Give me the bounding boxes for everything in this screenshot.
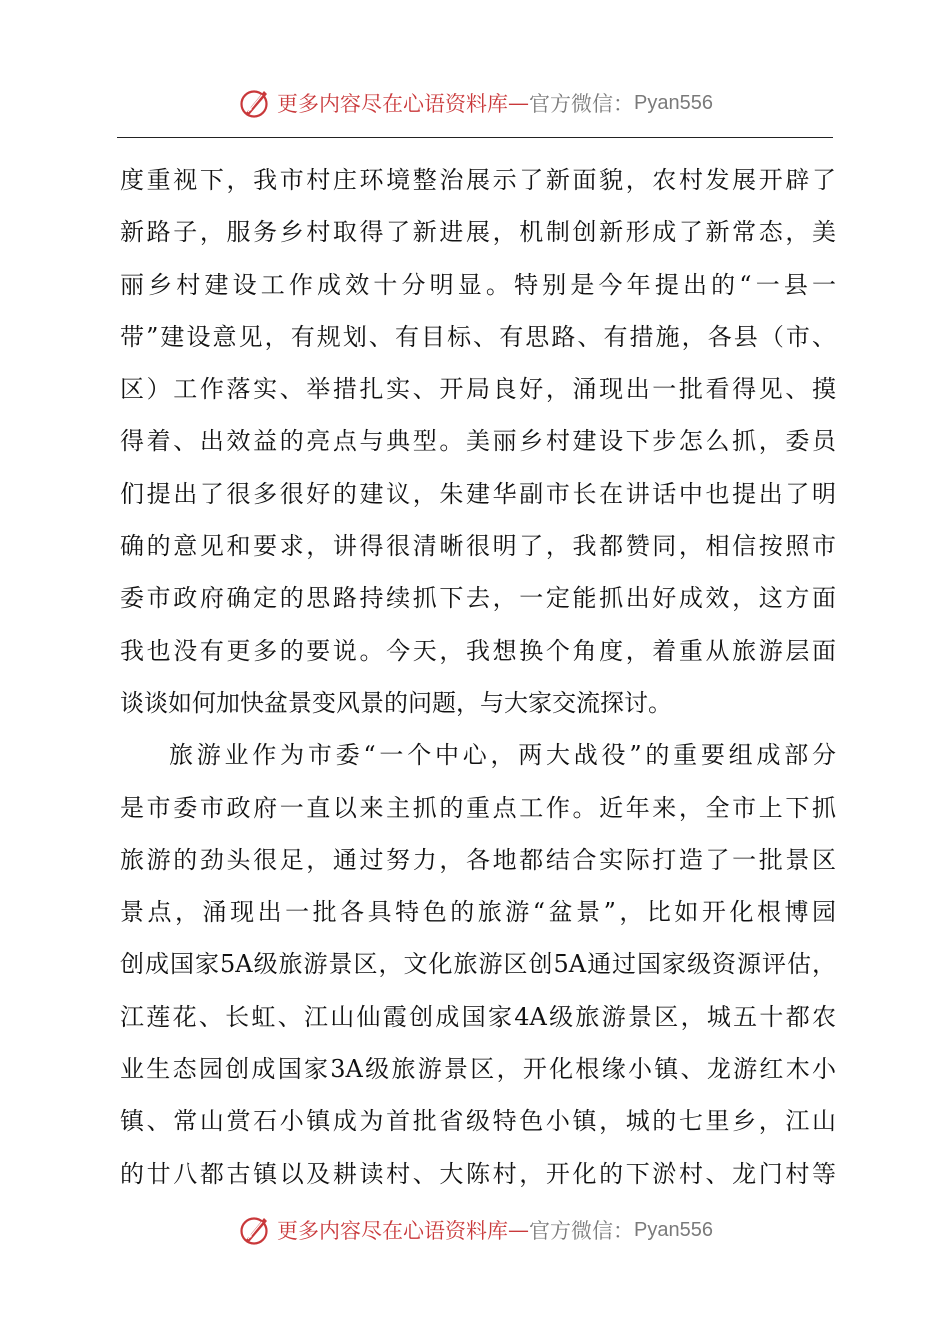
header-contact-id: Pyan556 bbox=[634, 91, 713, 114]
text-line: 度重视下，我市村庄环境整治展示了新面貌，农村发展开辟了 bbox=[120, 166, 836, 194]
text-line: 镇、常山赏石小镇成为首批省级特色小镇，城的七里乡，江山 bbox=[120, 1107, 836, 1136]
text-line: 委市政府确定的思路持续抓下去，一定能抓出好成效，这方面 bbox=[120, 584, 836, 613]
text-line: 我也没有更多的要说。今天，我想换个角度，着重从旅游层面 bbox=[120, 636, 836, 665]
text-line: 业生态园创成国家3A级旅游景区，开化根缘小镇、龙游红木小 bbox=[120, 1055, 836, 1084]
footer-contact-id: Pyan556 bbox=[634, 1218, 713, 1241]
text-line: 江莲花、长虹、江山仙霞创成国家4A级旅游景区，城五十都农 bbox=[120, 1002, 836, 1031]
header-divider bbox=[117, 137, 833, 138]
header-separator: — bbox=[508, 91, 530, 115]
header-banner[interactable] bbox=[0, 83, 950, 123]
header-site-name: 更多内容尽在心语资料库 bbox=[277, 92, 509, 116]
text-line: 景点，涌现出一批各具特色的旅游“盆景”，比如开化根博园 bbox=[120, 898, 836, 927]
text-line: 创成国家5A级旅游景区，文化旅游区创5A通过国家级资源评估， bbox=[120, 950, 836, 979]
text-line: 是市委市政府一直以来主抓的重点工作。近年来，全市上下抓 bbox=[120, 793, 836, 822]
text-line: 的廿八都古镇以及耕读村、大陈村，开化的下淤村、龙门村等 bbox=[120, 1159, 836, 1188]
quill-pen-logo-icon bbox=[237, 85, 273, 121]
text-line: 新路子，服务乡村取得了新进展，机制创新形成了新常态，美 bbox=[120, 218, 836, 247]
footer-site-name: 更多内容尽在心语资料库 bbox=[277, 1219, 509, 1243]
text-line: 区）工作落实、举措扎实、开局良好，涌现出一批看得见、摸 bbox=[120, 375, 836, 404]
text-line: 旅游业作为市委“一个中心，两大战役”的重要组成部分 bbox=[169, 741, 836, 770]
quill-pen-logo-icon bbox=[237, 1212, 273, 1248]
header-contact-label: 官方微信： bbox=[529, 92, 635, 116]
footer-separator: — bbox=[508, 1218, 530, 1242]
document-body bbox=[120, 154, 836, 1200]
text-line: 们提出了很多很好的建议，朱建华副市长在讲话中也提出了明 bbox=[120, 479, 836, 508]
footer-banner[interactable] bbox=[0, 1210, 950, 1250]
text-line: 谈谈如何加快盆景变风景的问题，与大家交流探讨。 bbox=[120, 688, 672, 717]
text-line: 得着、出效益的亮点与典型。美丽乡村建设下步怎么抓，委员 bbox=[120, 427, 836, 456]
text-line: 确的意见和要求，讲得很清晰很明了，我都赞同，相信按照市 bbox=[120, 532, 836, 561]
text-line: 旅游的劲头很足，通过努力，各地都结合实际打造了一批景区 bbox=[120, 845, 836, 874]
text-line: 带”建设意见，有规划、有目标、有思路、有措施，各县（市、 bbox=[120, 322, 836, 351]
text-line: 丽乡村建设工作成效十分明显。特别是今年提出的“一县一 bbox=[120, 270, 836, 299]
footer-contact-label: 官方微信： bbox=[529, 1219, 635, 1243]
